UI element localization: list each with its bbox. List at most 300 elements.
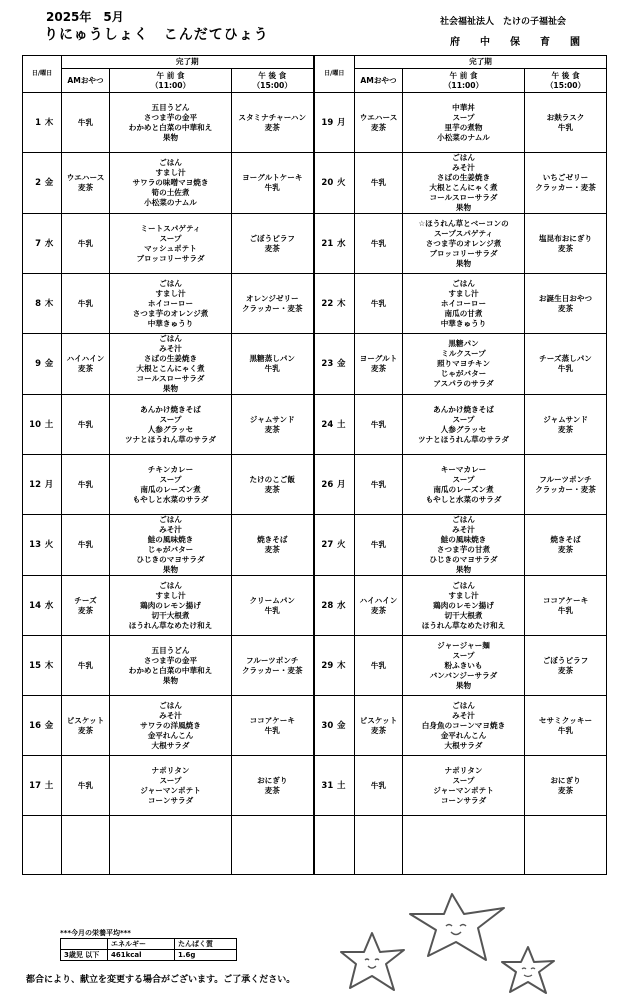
- date-cell-right: [314, 274, 355, 334]
- completion-header-right: 完了期: [355, 56, 607, 69]
- menu-item: 切干大根煮: [444, 610, 483, 620]
- day-number: 22: [321, 298, 334, 309]
- day-number: 17: [29, 780, 41, 791]
- menu-item: 麦茶: [77, 364, 94, 373]
- menu-item: クリームパン: [249, 595, 296, 605]
- change-notice: 都合により、献立を変更する場合がございます。ご了承ください。: [26, 975, 296, 985]
- am-snack-cell: [355, 334, 403, 395]
- day-number: 19: [321, 117, 334, 128]
- menu-item: すまし汁: [155, 590, 186, 600]
- menu-item: ごはん: [452, 278, 475, 288]
- am-snack-header-left: AMおやつ: [62, 69, 110, 93]
- menu-item: 麦茶: [557, 303, 574, 313]
- lunch-header-left: 午 前 食 （11:00）: [110, 69, 232, 93]
- weekday: 火: [336, 178, 346, 188]
- lunch-cell: [110, 334, 232, 395]
- pm-snack-cell: [232, 153, 314, 214]
- pm-snack-cell: [525, 395, 607, 455]
- day-number: 26: [321, 479, 334, 490]
- menu-item: 小松菜のナムル: [437, 132, 490, 142]
- empty-cell: [62, 816, 110, 875]
- date-cell-right: [314, 214, 355, 274]
- menu-item: 牛乳: [77, 298, 94, 308]
- empty-cell: [23, 816, 62, 875]
- lunch-cell: [110, 153, 232, 214]
- menu-item: あんかけ焼きそば: [433, 404, 494, 414]
- protein-header: たんぱく質: [175, 939, 237, 950]
- day-number: 27: [321, 540, 334, 550]
- date-cell-left: [23, 274, 62, 334]
- am-snack-cell: [62, 214, 110, 274]
- table-row: [23, 455, 607, 515]
- menu-item: 牛乳: [370, 660, 387, 670]
- pm-snack-cell: [525, 93, 607, 153]
- menu-item: 牛乳: [370, 419, 387, 429]
- lunch-cell: [403, 334, 525, 395]
- menu-item: わかめと白菜の中華和え: [128, 122, 213, 132]
- menu-item: 塩昆布おにぎり: [538, 233, 593, 243]
- menu-item: ごはん: [452, 580, 475, 590]
- menu-item: 果物: [162, 132, 179, 142]
- menu-item: ごはん: [159, 158, 182, 167]
- menu-item: 牛乳: [370, 238, 387, 248]
- menu-item: 鶏肉のレモン揚げ: [140, 600, 201, 610]
- date-header-left: 日/曜日: [23, 56, 62, 93]
- menu-item: 人参グラッセ: [440, 424, 487, 434]
- menu-item: 鶏肉のレモン揚げ: [433, 600, 494, 610]
- lunch-cell: [403, 93, 525, 153]
- menu-item: みそ汁: [159, 344, 182, 353]
- menu-item: ヨーグルトケーキ: [242, 173, 303, 182]
- menu-item: 牛乳: [264, 183, 280, 192]
- menu-item: クラッカー・麦茶: [241, 303, 303, 313]
- date-cell-right: [314, 334, 355, 395]
- day-number: 24: [321, 419, 334, 430]
- menu-item: さつま芋の金平: [143, 112, 198, 122]
- day-number: 15: [29, 660, 41, 671]
- menu-item: さつま芋の甘煮: [436, 545, 491, 554]
- menu-item: さつま芋のオレンジ煮: [425, 238, 502, 248]
- weekday: 木: [44, 660, 54, 671]
- date-header-right: 日/曜日: [314, 56, 355, 93]
- weekday: 土: [44, 419, 54, 430]
- menu-item: 牛乳: [77, 419, 94, 429]
- menu-item: 牛乳: [77, 540, 94, 549]
- menu-item: 金平れんこん: [147, 730, 194, 740]
- day-number: 20: [321, 178, 334, 188]
- menu-item: 焼きそば: [550, 535, 581, 544]
- menu-item: ナポリタン: [444, 765, 483, 775]
- menu-item: 人参グラッセ: [147, 424, 194, 434]
- menu-item: ごはん: [159, 334, 182, 343]
- weekday: 金: [44, 178, 54, 188]
- menu-item: 牛乳: [370, 298, 387, 308]
- menu-item: すまし汁: [155, 168, 186, 177]
- menu-item: おにぎり: [257, 775, 288, 785]
- nutrition-title: ***今月の栄養平均***: [60, 929, 131, 937]
- protein-value: 1.6g: [175, 950, 237, 961]
- lunch-cell: [403, 153, 525, 214]
- empty-cell: [232, 816, 314, 875]
- am-snack-cell: [62, 696, 110, 756]
- menu-item: 麦茶: [557, 545, 574, 554]
- star-medium-icon: [338, 930, 408, 994]
- menu-item: スタミナチャーハン: [238, 112, 307, 122]
- pm-snack-cell: [232, 515, 314, 576]
- menu-item: ジャーマンポテト: [140, 785, 201, 795]
- menu-item: ナポリタン: [151, 765, 190, 775]
- am-snack-cell: [355, 153, 403, 214]
- pm-snack-cell: [232, 636, 314, 696]
- pm-snack-header-left: 午 後 食 （15:00）: [232, 69, 314, 93]
- menu-item: 麦茶: [557, 665, 574, 675]
- am-snack-cell: [355, 455, 403, 515]
- menu-item: さつま芋の金平: [143, 655, 198, 665]
- weekday: 金: [44, 359, 54, 369]
- lunch-cell: [110, 576, 232, 636]
- pm-snack-cell: [525, 274, 607, 334]
- pm-snack-cell: [232, 455, 314, 515]
- menu-item: 牛乳: [77, 117, 94, 127]
- menu-item: 牛乳: [77, 660, 94, 670]
- pm-snack-cell: [232, 93, 314, 153]
- menu-item: ごはん: [452, 153, 475, 162]
- am-snack-cell: [355, 274, 403, 334]
- menu-item: 果物: [455, 565, 472, 574]
- menu-item: スープ: [159, 775, 182, 785]
- pm-snack-cell: [525, 636, 607, 696]
- day-number: 14: [29, 600, 41, 611]
- menu-item: 小松菜のナムル: [144, 198, 197, 207]
- menu-item: ビスケット: [66, 715, 105, 725]
- menu-item: 五目うどん: [151, 102, 190, 112]
- menu-body: [23, 93, 607, 875]
- am-snack-cell: [355, 636, 403, 696]
- table-row: [23, 395, 607, 455]
- date-cell-left: [23, 153, 62, 214]
- lunch-cell: [110, 93, 232, 153]
- weekday: 木: [336, 298, 346, 309]
- menu-item: コーンサラダ: [440, 795, 487, 805]
- menu-item: もやしと水菜のサラダ: [425, 494, 502, 504]
- weekday: 月: [44, 479, 54, 490]
- menu-item: キーマカレー: [440, 464, 487, 474]
- menu-item: お麸ラスク: [546, 112, 585, 122]
- menu-item: 果物: [455, 680, 472, 690]
- menu-item: ココアケーキ: [249, 715, 295, 725]
- menu-item: 牛乳: [264, 605, 280, 615]
- date-cell-left: [23, 515, 62, 576]
- day-number: 12: [29, 479, 41, 490]
- menu-item: 里芋の煮物: [444, 122, 483, 132]
- day-number: 7: [35, 238, 41, 249]
- empty-cell: [403, 816, 525, 875]
- empty-cell: [525, 816, 607, 875]
- menu-item: ツナとほうれん草のサラダ: [124, 434, 217, 444]
- menu-item: 牛乳: [264, 725, 280, 735]
- energy-header: エネルギー: [108, 939, 175, 950]
- menu-item: ブロッコリーサラダ: [429, 248, 498, 258]
- menu-item: じゃがバター: [147, 545, 194, 554]
- menu-item: フルーツポンチ: [245, 655, 299, 665]
- day-number: 10: [29, 419, 41, 430]
- empty-cell: [355, 816, 403, 875]
- lunch-header-right: 午 前 食 （11:00）: [403, 69, 525, 93]
- empty-cell: [314, 816, 355, 875]
- menu-item: アスパラのサラダ: [433, 379, 494, 388]
- date-cell-right: [314, 756, 355, 816]
- page-title: りにゅうしょく こんだてひょう: [44, 27, 269, 43]
- am-snack-cell: [62, 636, 110, 696]
- menu-item: お誕生日おやつ: [538, 293, 593, 303]
- menu-item: 麦茶: [557, 424, 574, 434]
- menu-table: [22, 55, 607, 875]
- day-number: 30: [321, 720, 334, 731]
- menu-item: 麦茶: [557, 785, 574, 795]
- menu-item: いちごゼリー: [542, 173, 589, 182]
- nursery-name: 府 中 保 育 園: [450, 37, 585, 48]
- date-cell-right: [314, 515, 355, 576]
- menu-item: スープ: [452, 775, 475, 785]
- am-snack-cell: [62, 334, 110, 395]
- date-cell-right: [314, 636, 355, 696]
- year-month: 2025年 5月: [46, 10, 124, 24]
- menu-item: すまし汁: [155, 288, 186, 298]
- weekday: 水: [44, 600, 54, 611]
- date-cell-left: [23, 395, 62, 455]
- menu-item: ごはん: [159, 278, 182, 288]
- lunch-cell: [403, 515, 525, 576]
- menu-item: 麦茶: [557, 243, 574, 253]
- star-small-icon: [498, 944, 558, 996]
- date-cell-left: [23, 756, 62, 816]
- menu-item: 大根とこんにゃく煮: [136, 364, 205, 373]
- date-cell-right: [314, 395, 355, 455]
- menu-item: すまし汁: [448, 590, 479, 600]
- menu-item: 黒糖パン: [448, 339, 479, 348]
- menu-item: クラッカー・麦茶: [535, 183, 596, 192]
- menu-item: 果物: [455, 258, 472, 268]
- menu-item: 大根サラダ: [444, 740, 483, 750]
- am-snack-cell: [62, 93, 110, 153]
- weekday: 土: [44, 780, 54, 791]
- menu-item: すまし汁: [448, 288, 479, 298]
- menu-item: スープ: [452, 112, 475, 122]
- day-number: 16: [29, 720, 41, 731]
- menu-item: サワラの味噌マヨ焼き: [132, 178, 209, 187]
- lunch-cell: [403, 636, 525, 696]
- date-cell-right: [314, 93, 355, 153]
- menu-item: ひじきのマヨサラダ: [429, 555, 498, 564]
- menu-item: ウエハース: [66, 173, 105, 182]
- menu-item: 黒糖蒸しパン: [249, 354, 296, 363]
- weekday: 水: [336, 238, 346, 249]
- menu-item: みそ汁: [159, 710, 182, 720]
- menu-item: じゃがバター: [440, 369, 487, 378]
- lunch-cell: [110, 636, 232, 696]
- menu-item: 麦茶: [370, 605, 387, 615]
- menu-item: 果物: [162, 675, 179, 685]
- menu-item: ごはん: [159, 700, 182, 710]
- am-snack-cell: [62, 576, 110, 636]
- day-number: 2: [35, 178, 41, 188]
- menu-item: スープ: [159, 233, 182, 243]
- menu-item: 麦茶: [77, 605, 94, 615]
- menu-item: ごぼうピラフ: [249, 233, 296, 243]
- menu-item: ホイコーロー: [147, 298, 194, 308]
- menu-item: スープスパゲティ: [433, 228, 494, 238]
- pm-snack-cell: [525, 334, 607, 395]
- am-snack-cell: [355, 696, 403, 756]
- menu-item: ほうれん草なめたけ和え: [421, 620, 506, 630]
- table-row: [23, 214, 607, 274]
- am-snack-cell: [355, 576, 403, 636]
- day-number: 23: [321, 359, 334, 369]
- menu-item: 牛乳: [264, 364, 280, 373]
- menu-item: コーンサラダ: [147, 795, 194, 805]
- menu-item: ごはん: [159, 515, 182, 524]
- menu-item: 切干大根煮: [151, 610, 190, 620]
- menu-item: セサミクッキー: [538, 715, 593, 725]
- lunch-cell: [110, 214, 232, 274]
- date-cell-left: [23, 576, 62, 636]
- menu-item: 牛乳: [557, 605, 574, 615]
- menu-item: ビスケット: [359, 715, 398, 725]
- weekday: 月: [336, 479, 346, 490]
- table-row: [23, 334, 607, 395]
- menu-item: 麦茶: [370, 364, 387, 373]
- menu-item: 金平れんこん: [440, 730, 487, 740]
- menu-item: 牛乳: [370, 479, 387, 489]
- menu-item: チキンカレー: [147, 464, 194, 474]
- menu-item: あんかけ焼きそば: [140, 404, 201, 414]
- menu-item: 鮭の風味焼き: [440, 535, 487, 544]
- date-cell-left: [23, 696, 62, 756]
- menu-item: ジャムサンド: [543, 414, 588, 424]
- am-snack-cell: [62, 274, 110, 334]
- energy-value: 461kcal: [108, 950, 175, 961]
- lunch-cell: [110, 515, 232, 576]
- menu-item: 果物: [162, 384, 179, 393]
- menu-item: もやしと水菜のサラダ: [132, 494, 209, 504]
- menu-item: ハイハイン: [359, 595, 398, 605]
- nutrition-table: [60, 938, 237, 961]
- table-row: [23, 696, 607, 756]
- menu-item: 麦茶: [77, 183, 94, 192]
- pm-snack-cell: [525, 455, 607, 515]
- menu-item: マッシュポテト: [144, 243, 197, 253]
- weekday: 水: [44, 238, 54, 249]
- menu-item: ごぼうピラフ: [542, 655, 589, 665]
- menu-item: 中華きゅうり: [440, 318, 487, 328]
- am-snack-cell: [62, 395, 110, 455]
- menu-item: 南瓜のレーズン煮: [433, 484, 494, 494]
- menu-item: バンバンジーサラダ: [429, 670, 498, 680]
- menu-item: 麦茶: [264, 122, 280, 132]
- table-row: [23, 153, 607, 214]
- menu-item: 五目うどん: [151, 645, 190, 655]
- menu-item: ひじきのマヨサラダ: [136, 555, 205, 564]
- menu-item: さばの生姜焼き: [436, 173, 491, 182]
- menu-item: ウエハース: [359, 112, 398, 122]
- pm-snack-header-right: 午 後 食 （15:00）: [525, 69, 607, 93]
- menu-item: 麦茶: [77, 725, 94, 735]
- menu-item: 牛乳: [557, 725, 574, 735]
- menu-item: 麦茶: [264, 243, 280, 253]
- menu-item: 果物: [455, 203, 472, 212]
- menu-item: コールスローサラダ: [136, 374, 205, 383]
- menu-item: コールスローサラダ: [429, 193, 498, 202]
- pm-snack-cell: [232, 756, 314, 816]
- menu-item: ブロッコリーサラダ: [136, 253, 205, 263]
- day-number: 1: [35, 117, 41, 128]
- table-row: [23, 515, 607, 576]
- am-snack-cell: [62, 756, 110, 816]
- menu-item: 照りマヨチキン: [436, 359, 491, 368]
- table-row: [23, 636, 607, 696]
- menu-item: ごはん: [452, 515, 475, 524]
- am-snack-cell: [62, 515, 110, 576]
- empty-row: [23, 816, 607, 875]
- menu-item: わかめと白菜の中華和え: [128, 665, 213, 675]
- menu-item: ジャージャー麺: [437, 640, 490, 650]
- date-cell-left: [23, 334, 62, 395]
- date-cell-left: [23, 455, 62, 515]
- menu-item: ココアケーキ: [542, 595, 589, 605]
- empty-cell: [110, 816, 232, 875]
- weekday: 火: [44, 540, 54, 550]
- am-snack-cell: [355, 93, 403, 153]
- am-snack-cell: [355, 756, 403, 816]
- date-cell-right: [314, 153, 355, 214]
- date-cell-left: [23, 636, 62, 696]
- lunch-cell: [110, 455, 232, 515]
- day-number: 13: [29, 540, 41, 550]
- weekday: 金: [44, 720, 54, 731]
- menu-item: チーズ蒸しパン: [539, 354, 592, 363]
- menu-item: ☆ほうれん草とベーコンの: [418, 218, 509, 228]
- menu-item: ごはん: [452, 700, 475, 710]
- menu-item: みそ汁: [452, 710, 475, 720]
- menu-item: 白身魚のコーンマヨ焼き: [421, 720, 506, 730]
- menu-item: 麦茶: [264, 545, 280, 554]
- menu-item: 牛乳: [77, 479, 94, 489]
- am-snack-header-right: AMおやつ: [355, 69, 403, 93]
- menu-item: スープ: [452, 414, 475, 424]
- menu-item: 南瓜の甘煮: [444, 308, 483, 318]
- menu-item: サワラの洋風焼き: [140, 720, 201, 730]
- menu-item: ホイコーロー: [440, 298, 487, 308]
- menu-item: 大根とこんにゃく煮: [429, 183, 498, 192]
- menu-item: さばの生姜焼き: [143, 354, 198, 363]
- am-snack-cell: [62, 455, 110, 515]
- menu-item: 牛乳: [370, 780, 387, 790]
- menu-item: 牛乳: [370, 540, 387, 549]
- date-cell-left: [23, 214, 62, 274]
- menu-item: 牛乳: [557, 364, 574, 373]
- menu-item: さつま芋のオレンジ煮: [132, 308, 209, 318]
- menu-item: 麦茶: [370, 122, 387, 132]
- lunch-cell: [110, 274, 232, 334]
- menu-item: ジャムサンド: [249, 414, 295, 424]
- menu-item: ジャーマンポテト: [433, 785, 494, 795]
- lunch-cell: [403, 576, 525, 636]
- menu-item: みそ汁: [452, 163, 475, 172]
- menu-item: 牛乳: [370, 178, 387, 187]
- menu-item: みそ汁: [159, 525, 182, 534]
- menu-item: 麦茶: [264, 484, 280, 494]
- pm-snack-cell: [525, 756, 607, 816]
